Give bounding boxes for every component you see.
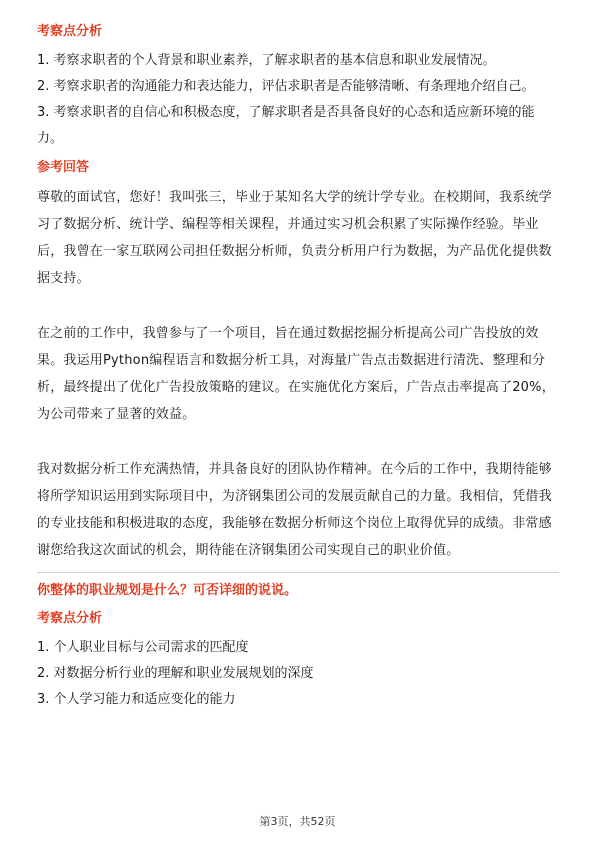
section-divider [37, 572, 559, 573]
answer-paragraph-3: 我对数据分析工作充满热情，并具备良好的团队协作精神。在今后的工作中，我期待能够将所学知识运用到实际项目中，为济钢集团公司的发展贡献自己的力量。我相信，凭借我的专业技能和积极进取的态度，我能够在数据分析师这个岗位上取得优异的成绩。非常感谢您给我这次面试的机会，期待能在济钢集团公司实现自己的职业价值。 [37, 462, 552, 558]
answer-paragraph-2: 在之前的工作中，我曾参与了一个项目，旨在通过数据挖掘分析提高公司广告投放的效果。我运用Python编程语言和数据分析工具，对海量广告点击数据进行清洗、整理和分析，最终提出了优化广告投放策略的建议。在实施优化方案后，广告点击率提高了20%，为公司带来了显著的效益。 [37, 326, 555, 422]
page-content [37, 22, 559, 713]
page-number: 第3页，共52页 [259, 815, 336, 828]
analysis-item-3: 3. 考察求职者的自信心和积极态度，了解求职者是否具备良好的心态和适应新环境的能力。 [37, 105, 535, 146]
analysis-item-1: 1. 考察求职者的个人背景和职业素养，了解求职者的基本信息和职业发展情况。 [37, 53, 496, 68]
analysis-item-2-1: 1. 个人职业目标与公司需求的匹配度 [37, 640, 249, 655]
analysis-item-2-3: 3. 个人学习能力和适应变化的能力 [37, 692, 236, 707]
analysis-item-2-2: 2. 对数据分析行业的理解和职业发展规划的深度 [37, 666, 314, 681]
analysis-heading-2: 考察点分析 [37, 611, 103, 626]
answer-heading: 参考回答 [37, 160, 90, 175]
answer-paragraph-1: 尊敬的面试官，您好！我叫张三，毕业于某知名大学的统计学专业。在校期间，我系统学习了数据分析、统计学、编程等相关课程，并通过实习机会积累了实际操作经验。毕业后，我曾在一家互联网公司担任数据分析师，负责分析用户行为数据，为产品优化提供数据支持。 [37, 190, 552, 286]
analysis-item-2: 2. 考察求职者的沟通能力和表达能力，评估求职者是否能够清晰、有条理地介绍自己。 [37, 79, 535, 94]
analysis-heading: 考察点分析 [37, 24, 103, 39]
question-title: 你整体的职业规划是什么？可否详细的说说。 [37, 583, 298, 598]
